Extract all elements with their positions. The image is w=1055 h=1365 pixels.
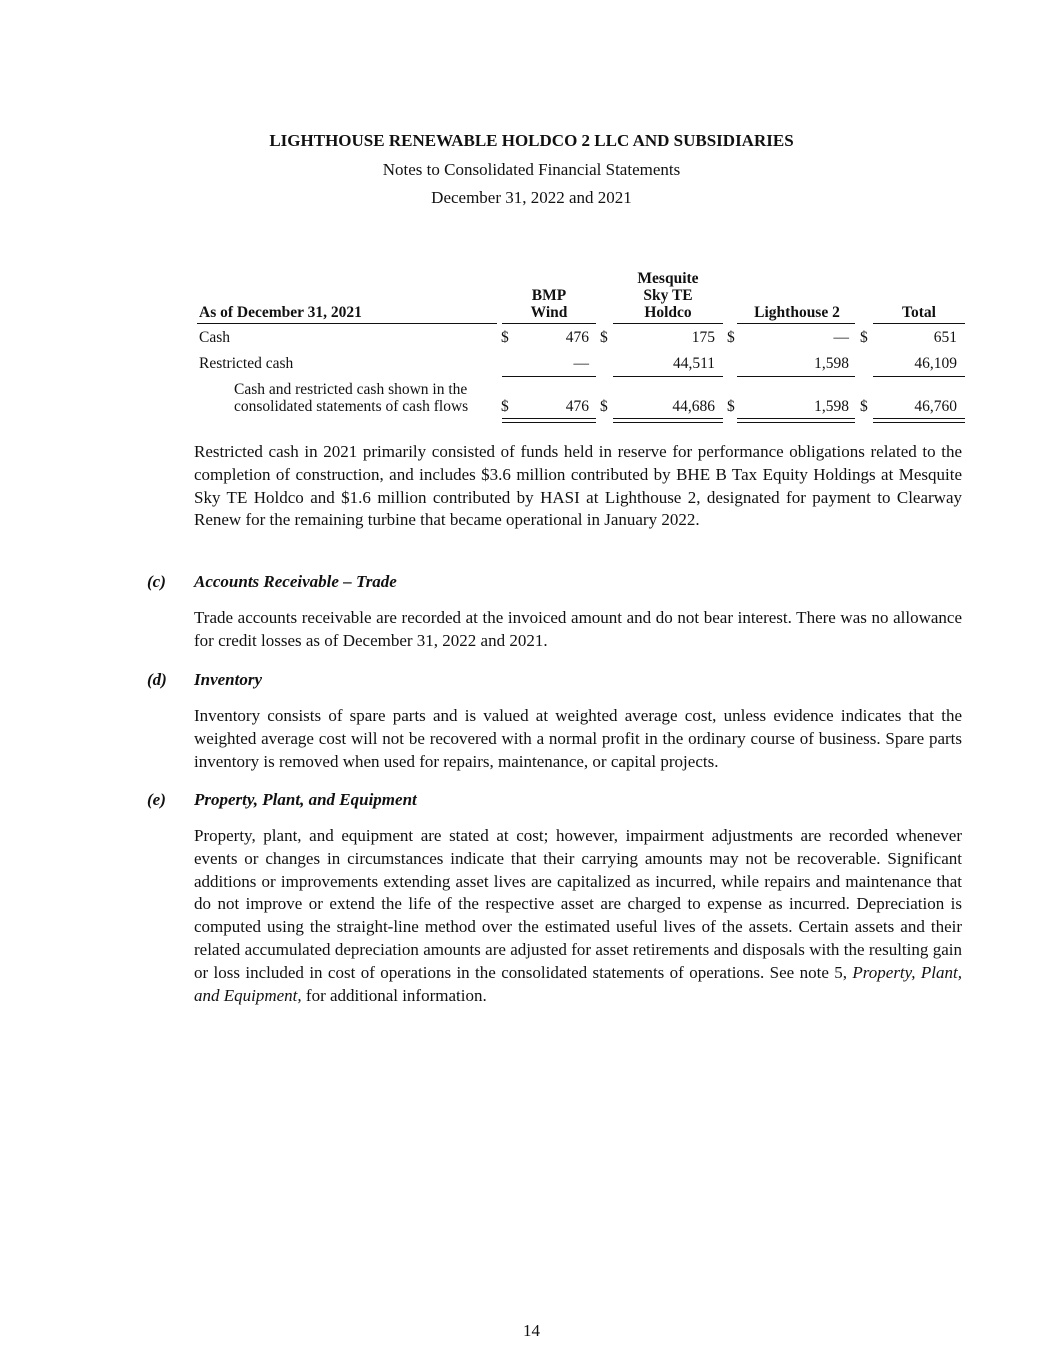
column-header-lighthouse-2 bbox=[737, 304, 857, 321]
currency-symbol: $ bbox=[727, 329, 735, 346]
column-header-line: BMP bbox=[531, 287, 567, 304]
header-rule bbox=[737, 323, 855, 324]
section-title-ppe: Property, Plant, and Equipment bbox=[194, 790, 417, 809]
subtotal-rule bbox=[613, 376, 723, 377]
row-label bbox=[234, 381, 468, 415]
column-header-bmp-wind bbox=[500, 287, 598, 321]
cell-value: 46,760 bbox=[914, 398, 957, 415]
header-rule bbox=[613, 323, 723, 324]
section-title-inventory: Inventory bbox=[194, 670, 262, 689]
document-period: December 31, 2022 and 2021 bbox=[431, 188, 632, 207]
section-letter-d: (d) bbox=[147, 670, 167, 689]
cell-value: — bbox=[573, 355, 589, 372]
column-header-line: Wind bbox=[530, 304, 568, 321]
total-double-rule bbox=[873, 418, 965, 423]
currency-symbol: $ bbox=[860, 329, 868, 346]
column-header-line: Mesquite bbox=[637, 270, 699, 287]
document-subtitle: Notes to Consolidated Financial Statements bbox=[382, 160, 681, 179]
page-number: 14 bbox=[523, 1321, 540, 1340]
column-header-line: Sky TE bbox=[643, 287, 693, 304]
subtotal-rule bbox=[737, 376, 855, 377]
cell-value: 44,511 bbox=[672, 355, 715, 372]
column-header-mesquite bbox=[613, 270, 723, 321]
cell-value: 44,686 bbox=[672, 398, 715, 415]
table-caption: As of December 31, 2021 bbox=[199, 304, 362, 321]
header-rule bbox=[873, 323, 965, 324]
row-label: Restricted cash bbox=[199, 355, 294, 372]
ppe-body-tail: for additional information. bbox=[301, 985, 487, 1005]
currency-symbol: $ bbox=[600, 329, 608, 346]
currency-symbol: $ bbox=[501, 398, 509, 415]
ppe-note-reference: Property, Plant, and Equipment, bbox=[194, 962, 962, 1005]
column-header-line: Holdco bbox=[644, 304, 692, 321]
cell-value: 1,598 bbox=[814, 355, 849, 372]
cell-value: 651 bbox=[933, 329, 957, 346]
cell-value: 46,109 bbox=[914, 355, 957, 372]
section-letter-c: (c) bbox=[147, 572, 166, 591]
row-label-line: Cash and restricted cash shown in the bbox=[234, 381, 468, 398]
cell-value: 476 bbox=[565, 398, 589, 415]
company-name: LIGHTHOUSE RENEWABLE HOLDCO 2 LLC AND SUBSIDIARIES bbox=[269, 131, 794, 150]
total-double-rule bbox=[502, 418, 596, 423]
currency-symbol: $ bbox=[600, 398, 608, 415]
header-rule bbox=[197, 323, 497, 324]
cell-value: — bbox=[833, 329, 849, 346]
total-double-rule bbox=[737, 418, 855, 423]
ppe-body-text: Property, plant, and equipment are stated at cost; however, impairment adjustments are recorded whenever events or changes in circumstances indicate that their carrying amounts may not be recoverable. Significant additions or improvements extending asset lives are capitalized as incurred, while repairs and maintenance that do not improve or extend the life of the respective asset are charged to expense as incurred. Depreciation is computed using the straight-line method over the estimated useful lives of the assets. Certain assets and their related accumulated depreciation amounts are adjusted for asset retirements and disposals with the resulting gain or loss included in cost of operations in the consolidated statements of operations. See note 5, bbox=[194, 826, 962, 982]
header-rule bbox=[502, 323, 596, 324]
restricted-cash-paragraph: Restricted cash in 2021 primarily consisted of funds held in reserve for performance obligations related to the completion of construction, and includes $3.6 million contributed by BHE B Tax Equity Holdings at Mesquite Sky TE Holdco and $1.6 million contributed by HASI at Lighthouse 2, designated for payment to Clearway Renew for the remaining turbine that became operational in January 2022. bbox=[194, 442, 962, 530]
row-label-line: consolidated statements of cash flows bbox=[234, 398, 469, 415]
subtotal-rule bbox=[873, 376, 965, 377]
cell-value: 476 bbox=[565, 329, 589, 346]
currency-symbol: $ bbox=[727, 398, 735, 415]
cell-value: 1,598 bbox=[814, 398, 849, 415]
total-double-rule bbox=[613, 418, 723, 423]
section-body-inventory: Inventory consists of spare parts and is valued at weighted average cost, unless evidence indicates that the weighted average cost will not be recovered with a normal profit in the ordinary course of business. Spare parts inventory is removed when used for repairs, maintenance, or capital projects. bbox=[194, 706, 962, 771]
column-header-line: Total bbox=[902, 304, 936, 321]
subtotal-rule bbox=[502, 376, 596, 377]
cell-value: 175 bbox=[691, 329, 715, 346]
section-body-accounts-receivable: Trade accounts receivable are recorded at the invoiced amount and do not bear interest. There was no allowance for credit losses as of December 31, 2022 and 2021. bbox=[194, 608, 962, 650]
currency-symbol: $ bbox=[501, 329, 509, 346]
column-header-total bbox=[873, 304, 965, 321]
column-header-line: Lighthouse 2 bbox=[754, 304, 840, 321]
row-label: Cash bbox=[199, 329, 230, 346]
section-title-accounts-receivable: Accounts Receivable – Trade bbox=[194, 572, 397, 591]
currency-symbol: $ bbox=[860, 398, 868, 415]
section-body-ppe bbox=[194, 825, 962, 1007]
section-letter-e: (e) bbox=[147, 790, 166, 809]
